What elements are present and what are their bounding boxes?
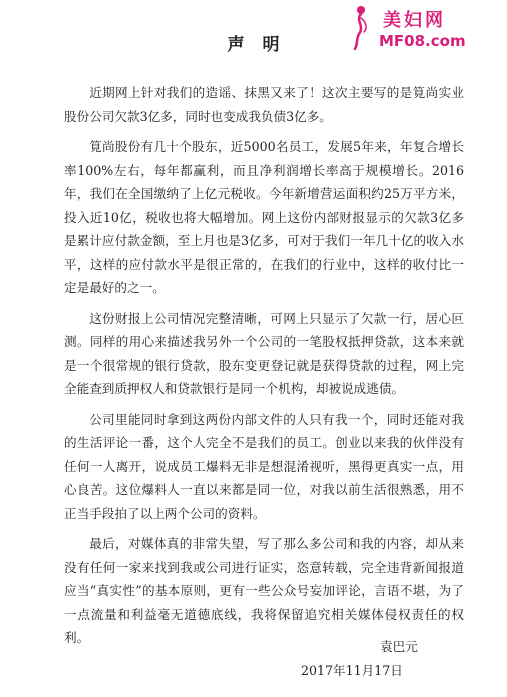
paragraph: 筧尚股份有几十个股东，近5000名员工，发展5年来，年复合增长率100%左右，每年都赢利，而且净利润增长率高于规模增长。2016年，我们在全国缴纳了上亿元税收。今年新增营运面积约25万平方米，投入近10亿，税收也将大幅增加。网上这份内部财报显示的欠款3亿多是累计应付款金额，至上月也是3亿多，可对于我们一年几十亿的收入水平，这样的应付款水平是很正常的，在我们的行业中，这样的收付比一定是最好的之一。 bbox=[64, 139, 464, 295]
paragraph: 最后，对媒体真的非常失望，写了那么多公司和我的内容，却从来没有任何一家来找到我或公司进行证实，恣意转载，完全违背新闻报道应当“真实性”的基本原则，更有一些公众号妄加评论，言语不堪，为了一点流量和利益毫无道德底线，我将保留追究相关媒体侵权责任的权利。 bbox=[64, 536, 464, 645]
paragraph: 这份财报上公司情况完整清晰，可网上只显示了欠款一行，居心叵测。同样的用心来描述我另外一个公司的一笔股权抵押贷款，这本来就是一个很常规的银行贷款，股东变更登记就是获得贷款的过程，网上完全能查到质押权人和贷款银行是同一个机构，却被说成逃债。 bbox=[64, 310, 464, 396]
signer-name: 袁巴元 bbox=[380, 639, 418, 654]
document-body bbox=[64, 81, 464, 657]
signature-date: 2017年11月17日 bbox=[301, 663, 403, 678]
watermark-site-url: MF08.com bbox=[379, 32, 466, 50]
watermark-site-name: 美妇网 bbox=[383, 10, 446, 31]
paragraph: 近期网上针对我们的造谣、抹黑又来了！这次主要写的是筧尚实业股份公司欠款3亿多，同时也变成我负债3亿多。 bbox=[64, 85, 464, 124]
document-title: 声明 bbox=[227, 35, 298, 55]
paragraph: 公司里能同时拿到这两份内部文件的人只有我一个，同时还能对我的生活评论一番，这个人完全不是我们的员工。创业以来我的伙伴没有任何一人离开，说成员工爆料无非是想混淆视听，黑得更真实一点，用心良苦。这位爆料人一直以来都是同一位，对我以前生活很熟悉，用不正当手段拍了以上两个公司的资料。 bbox=[64, 411, 464, 521]
